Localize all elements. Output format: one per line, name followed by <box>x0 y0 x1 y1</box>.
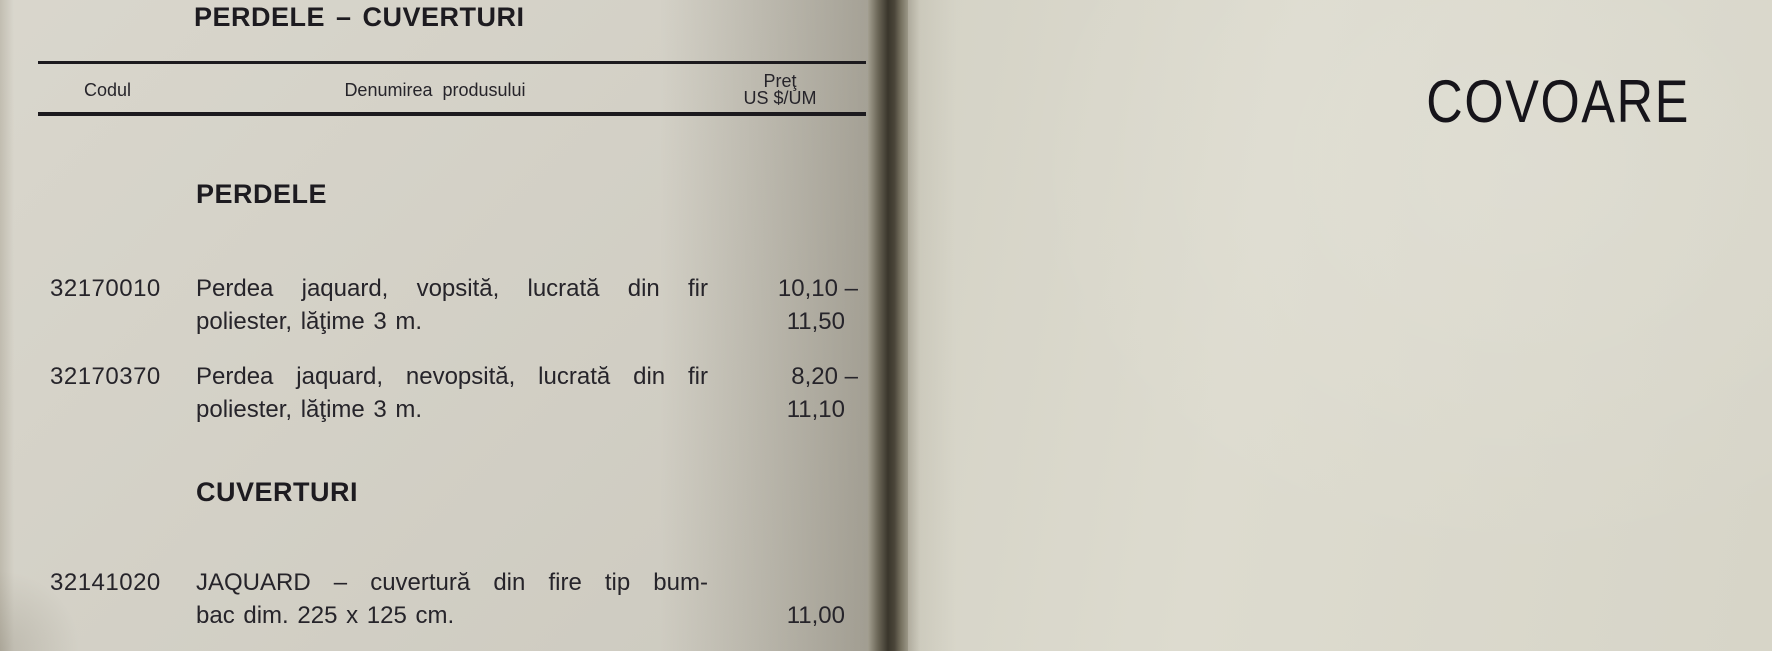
price-line2: 11,00 <box>786 602 845 629</box>
right-page <box>908 0 1772 651</box>
price-header-line2: US $/UM <box>743 88 817 108</box>
left-page <box>0 0 868 651</box>
table-rule-top <box>38 61 866 64</box>
section-heading-perdele: PERDELE <box>196 179 328 209</box>
price-header-line1: Preţ <box>763 71 797 91</box>
price-cell <box>683 360 858 426</box>
price-line1 <box>683 566 858 599</box>
price-line1: 8,20 – <box>791 363 858 390</box>
right-page-title: COVOARE <box>1426 68 1690 135</box>
book-spine-gutter <box>868 0 908 651</box>
product-code-cell: 32170010 <box>50 275 161 302</box>
description-line2: poliester, lăţime 3 m. <box>196 308 423 335</box>
product-description-cell <box>196 566 708 632</box>
price-cell <box>683 566 858 632</box>
column-header-product: Denumirea produsului <box>344 80 526 100</box>
table-rule-bottom <box>38 112 866 116</box>
price-line2: 11,50 <box>786 308 845 335</box>
product-description-cell <box>196 360 708 426</box>
description-line1: JAQUARD – cuvertură din fire tip bum- <box>196 569 708 596</box>
left-page-title: PERDELE – CUVERTURI <box>194 2 525 32</box>
description-line1: Perdea jaquard, vopsită, lucrată din fir <box>196 275 708 302</box>
description-line1: Perdea jaquard, nevopsită, lucrată din fir <box>196 363 708 390</box>
description-line2: bac dim. 225 x 125 cm. <box>196 602 455 629</box>
price-cell <box>683 272 858 338</box>
column-header-price <box>715 73 845 107</box>
product-description-cell <box>196 272 708 338</box>
price-line2: 11,10 <box>786 396 845 423</box>
product-code-cell: 32170370 <box>50 363 161 390</box>
section-heading-cuverturi: CUVERTURI <box>196 477 359 507</box>
column-header-code: Codul <box>83 80 132 100</box>
description-line2: poliester, lăţime 3 m. <box>196 396 423 423</box>
price-line1: 10,10 – <box>777 275 858 302</box>
product-code-cell: 32141020 <box>50 569 161 596</box>
